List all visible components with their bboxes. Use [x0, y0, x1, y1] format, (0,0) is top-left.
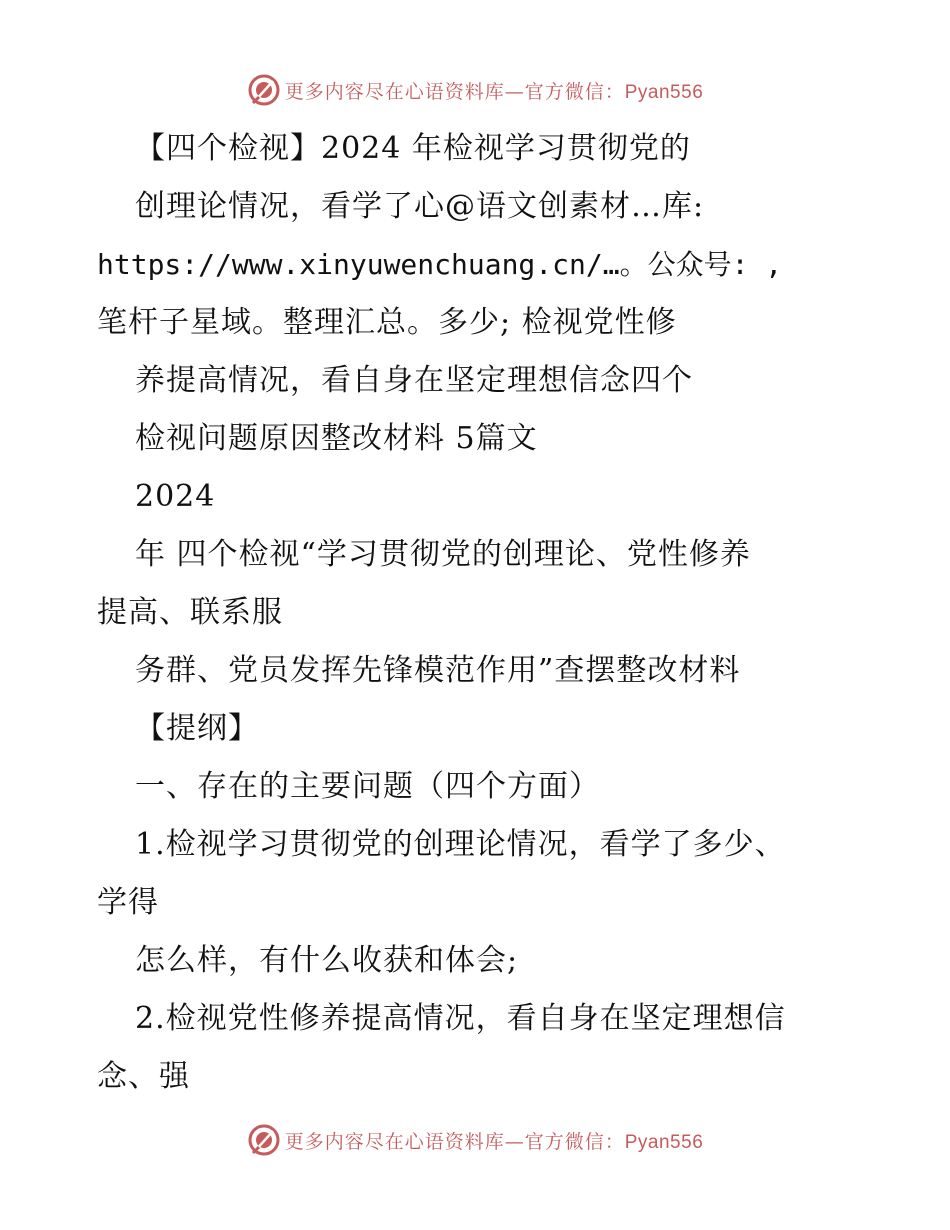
banner-wechat-id: Pyan556	[624, 1131, 704, 1153]
banner-label: 官方微信：	[524, 1130, 625, 1153]
text-line: 年 四个检视“学习贯彻党的创理论、党性修养	[135, 537, 751, 572]
text-line: 提高、联系服	[97, 595, 283, 630]
footer-watermark-banner	[0, 1120, 950, 1160]
text-line: 创理论情况，看学了心@语文创素材…库:	[135, 189, 705, 224]
text-line: 检视问题原因整改材料 5篇文	[135, 421, 538, 456]
text-line: 【提纲】	[135, 711, 259, 746]
banner-separator: —	[504, 80, 525, 103]
banner-separator: —	[504, 1130, 525, 1153]
banner-title: 更多内容尽在心语资料库	[284, 1130, 505, 1153]
text-line: 2024	[135, 479, 216, 514]
text-line: 养提高情况，看自身在坚定理想信念四个	[135, 363, 693, 398]
header-watermark-banner	[0, 70, 950, 110]
text-line: 1.检视学习贯彻党的创理论情况，看学了多少、	[135, 827, 786, 862]
text-line: 怎么样，有什么收获和体会;	[135, 943, 519, 978]
text-line: 笔杆子星域。整理汇总。多少; 检视党性修	[97, 305, 677, 340]
document-body	[97, 120, 877, 1106]
banner-wechat-id: Pyan556	[624, 81, 704, 103]
text-line: 2.检视党性修养提高情况，看自身在坚定理想信	[135, 1001, 786, 1036]
text-line: https://www.xinyuwenchuang.cn/…。公众号: ,	[97, 248, 783, 281]
pen-logo-icon	[247, 73, 281, 107]
banner-title: 更多内容尽在心语资料库	[284, 80, 505, 103]
text-line: 务群、党员发挥先锋模范作用”查摆整改材料	[135, 653, 741, 688]
banner-text	[285, 1127, 704, 1154]
text-line: 念、强	[97, 1059, 190, 1094]
text-line: 学得	[97, 885, 159, 920]
text-line: 一、存在的主要问题（四个方面）	[135, 769, 600, 804]
banner-label: 官方微信：	[524, 80, 625, 103]
pen-logo-icon	[247, 1123, 281, 1157]
banner-text	[285, 77, 704, 104]
text-line: 【四个检视】2024 年检视学习贯彻党的	[135, 131, 691, 166]
